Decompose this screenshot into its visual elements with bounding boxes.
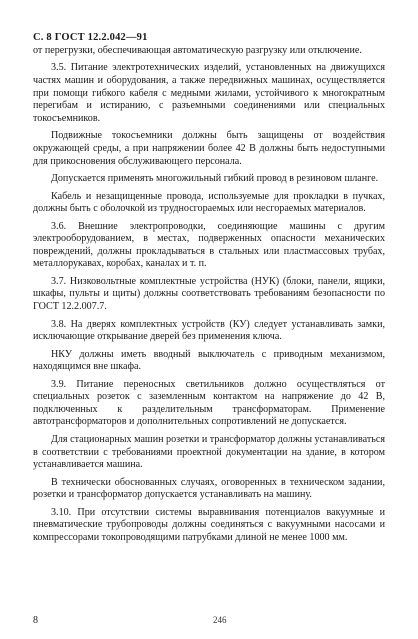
paragraph: НКУ должны иметь вводный выключатель с приводным механизмом, находящимся вне шкафа. (33, 348, 385, 373)
paragraph: 3.9. Питание переносных светильников должно осуществляться от специальных розеток с заземленным контактом на напряжение до 42 В, подключенных к разделительным трансформаторам. Применение автотрансформаторов и дополнительных сопротивлений не допускается. (33, 378, 385, 428)
paragraph: 3.8. На дверях комплектных устройств (КУ) следует устанавливать замки, исключающие открывание дверей без применения ключа. (33, 318, 385, 343)
page-number: 8 (33, 615, 38, 626)
paragraph: 3.6. Внешние электропроводки, соединяющие машины с другим электрооборудованием, в местах, подверженных опасности механических повреждений, должны прокладываться в стальных или пластмассовых трубах, металлорукавах, коробах, каналах и т. п. (33, 220, 385, 270)
document-body (33, 45, 385, 549)
paragraph: 3.10. При отсутствии системы выравнивания потенциалов вакуумные и пневматические трубопроводы должны соединяться с вакуумными насосами и компрессорами токопроводящими патрубками длиной не менее 1000 мм. (33, 506, 385, 543)
paragraph: В технически обоснованных случаях, оговоренных в техническом задании, розетки и трансформатор допускается устанавливать на машину. (33, 476, 385, 501)
page-header: С. 8 ГОСТ 12.2.042—91 (33, 32, 148, 43)
paragraph: Подвижные токосъемники должны быть защищены от воздействия окружающей среды, а при напряжении более 42 В должны быть недоступными для прикосновения обслуживающего персонала. (33, 130, 385, 167)
paragraph: Допускается применять многожильный гибкий провод в резиновом шланге. (51, 173, 379, 185)
stamp-number: 246 (213, 615, 227, 625)
paragraph: от перегрузки, обеспечивающая автоматическую разгрузку или отключение. (33, 45, 362, 56)
paragraph: 3.5. Питание электротехнических изделий, установленных на движущихся частях машин и оборудования, а также передвижных машинах, осуществляется при помощи гибкого кабеля с медными жилами, устойчивого к многократным перегибам и истиранию, с разъемными соединениями или специальных токосъемников. (33, 62, 385, 124)
paragraph: 3.7. Низковольтные комплектные устройства (НУК) (блоки, панели, ящики, шкафы, пульты и щиты) должны соответствовать требованиям безопасности по ГОСТ 12.2.007.7. (33, 275, 385, 313)
paragraph: Для стационарных машин розетки и трансформатор должны устанавливаться в соответствии с требованиями проектной документации на здание, в котором устанавливается машина. (33, 433, 385, 471)
paragraph: Кабель и незащищенные провода, используемые для прокладки в пучках, должны быть с оболочкой из трудносгораемых или несгораемых материалов. (33, 190, 385, 215)
